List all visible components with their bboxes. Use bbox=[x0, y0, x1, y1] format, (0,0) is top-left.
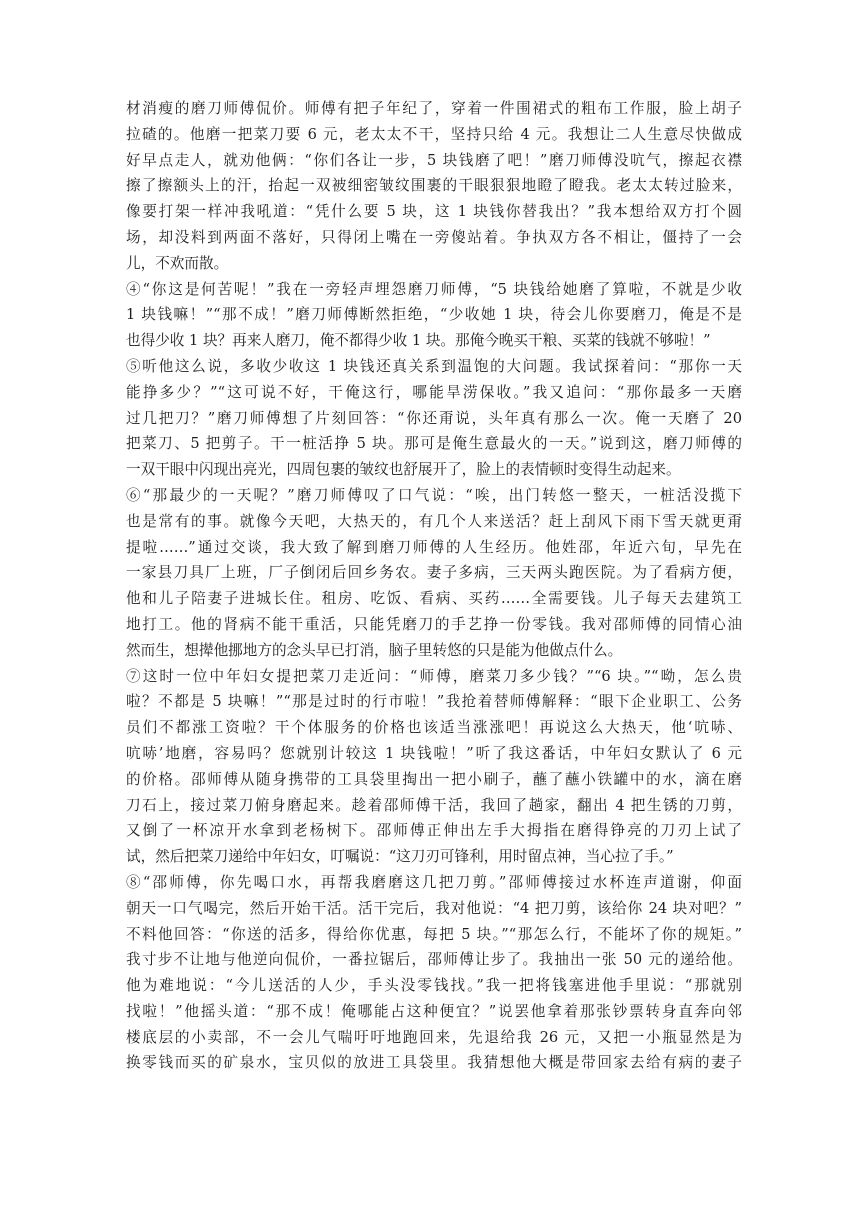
text-line: 换零钱而买的矿泉水，宝贝似的放进工具袋里。我猜想他大概是带回家去给有病的妻子 bbox=[126, 1054, 742, 1072]
text-line: ④“你这是何苦呢！”我在一旁轻声埋怨磨刀师傅，“5 块钱给她磨了算啦，不就是少收 bbox=[126, 280, 742, 298]
text-line: ⑦这时一位中年妇女提把菜刀走近问：“师傅，磨菜刀多少钱？”“6 块。”“呦，怎么贵 bbox=[126, 667, 742, 685]
text-line: 材消瘦的磨刀师傅侃价。师傅有把子年纪了，穿着一件围裙式的粗布工作服，脸上胡子 bbox=[126, 100, 742, 117]
text-line: 也是常有的事。就像今天吧，大热天的，有几个人来送活？赶上刮风下雨下雪天就更甭 bbox=[126, 512, 742, 530]
text-line: 员们不都涨工资啦？干个体服务的价格也该适当涨涨吧！再说这么大热天，他‘吭哧、 bbox=[126, 719, 742, 737]
text-line: 然而生，想撵他挪地方的念头早已打消，脑子里转悠的只是能为他做点什么。 bbox=[126, 641, 623, 659]
text-line: ⑥“那最少的一天呢？”磨刀师傅叹了口气说：“唉，出门转悠一整天，一桩活没揽下 bbox=[126, 486, 742, 504]
text-line: 他为难地说：“今儿送活的人少，手头没零钱找。”我一把将钱塞进他手里说：“那就别 bbox=[126, 977, 742, 995]
text-line: 找啦！”他摇头道：“那不成！俺哪能占这种便宜？”说罢他拿着那张钞票转身直奔向邻 bbox=[126, 1002, 742, 1020]
text-line: 把菜刀、5 把剪子。干一桩活挣 5 块。那可是俺生意最火的一天。”说到这，磨刀师傅的 bbox=[126, 435, 742, 453]
text-line: 啦？不都是 5 块嘛！”“那是过时的行市啦！”我抢着替师傅解释：“眼下企业职工、公务 bbox=[126, 693, 742, 711]
text-line: 他和儿子陪妻子进城长住。租房、吃饭、看病、买药……全需要钱。儿子每天去建筑工 bbox=[126, 590, 742, 608]
text-line: 提啦……”通过交谈，我大致了解到磨刀师傅的人生经历。他姓邵，年近六旬，早先在 bbox=[126, 538, 742, 556]
text-line: 好早点走人，就劝他俩：“你们各让一步，5 块钱磨了吧！”磨刀师傅没吭气，擦起衣襟 bbox=[126, 151, 742, 169]
text-line: 能挣多少？”“这可说不好，干俺这行，哪能旱涝保收。”我又追问：“那你最多一天磨 bbox=[126, 383, 742, 401]
text-line: 过几把刀？”磨刀师傅想了片刻回答：“你还甭说，头年真有那么一次。俺一天磨了 20 bbox=[126, 409, 742, 427]
text-line: 拉碴的。他磨一把菜刀要 6 元，老太太不干，坚持只给 4 元。我想让二人生意尽快做成 bbox=[126, 125, 742, 143]
text-line: 楼底层的小卖部，不一会儿气喘吁吁地跑回来，先退给我 26 元，又把一小瓶显然是为 bbox=[126, 1028, 742, 1046]
text-line: 也得少收 1 块？再来人磨刀，俺不都得少收 1 块。那俺今晚买干粮、买菜的钱就不够啦！” bbox=[126, 332, 711, 350]
document-body bbox=[126, 96, 742, 1076]
text-line: ⑧“邵师傅，你先喝口水，再帮我磨磨这几把刀剪。”邵师傅接过水杯连声道谢，仰面 bbox=[126, 873, 742, 891]
text-line: 朝天一口气喝完，然后开始干活。活干完后，我对他说：“4 把刀剪，该给你 24 块对吧？” bbox=[126, 899, 742, 917]
text-line: 我寸步不让地与他逆向侃价，一番拉锯后，邵师傅让步了。我抽出一张 50 元的递给他。 bbox=[126, 951, 742, 969]
text-line: 吭哧’地磨，容易吗？您就别计较这 1 块钱啦！”听了我这番话，中年妇女默认了 6 元 bbox=[126, 744, 742, 762]
text-line: 儿，不欢而散。 bbox=[126, 254, 229, 272]
text-line: ⑤听他这么说，多收少收这 1 块钱还真关系到温饱的大问题。我试探着问：“那你一天 bbox=[126, 357, 742, 375]
text-line: 像要打架一样冲我吼道：“凭什么要 5 块，这 1 块钱你替我出？”我本想给双方打个圆 bbox=[126, 203, 742, 221]
text-line: 场，却没料到两面不落好，只得闭上嘴在一旁傻站着。争执双方各不相让，僵持了一会 bbox=[126, 228, 742, 246]
text-line: 的价格。邵师傅从随身携带的工具袋里掏出一把小刷子，蘸了蘸小铁罐中的水，滴在磨 bbox=[126, 770, 742, 788]
text-line: 地打工。他的肾病不能干重活，只能凭磨刀的手艺挣一份零钱。我对邵师傅的同情心油 bbox=[126, 615, 742, 633]
text-line: 擦了擦额头上的汗，抬起一双被细密皱纹围裹的干眼狠狠地瞪了瞪我。老太太转过脸来， bbox=[126, 177, 742, 195]
text-line: 刀石上，接过菜刀俯身磨起来。趁着邵师傅干活，我回了趟家，翻出 4 把生锈的刀剪， bbox=[126, 796, 742, 814]
text-line: 不料他回答：“你送的活多，得给你优惠，每把 5 块。”“那怎么行，不能坏了你的规矩。” bbox=[126, 925, 742, 943]
text-line: 一双干眼中闪现出亮光，四周包裹的皱纹也舒展开了，脸上的表情顿时变得生动起来。 bbox=[126, 461, 681, 479]
text-line: 一家县刀具厂上班，厂子倒闭后回乡务农。妻子多病，三天两头跑医院。为了看病方便， bbox=[126, 564, 742, 582]
text-line: 又倒了一杯凉开水拿到老杨树下。邵师傅正伸出左手大拇指在磨得铮亮的刀刃上试了 bbox=[126, 822, 742, 840]
text-line: 试，然后把菜刀递给中年妇女，叮嘱说：“这刀刃可锋利，用时留点神，当心拉了手。” bbox=[126, 848, 674, 866]
text-line: 1 块钱嘛！”“那不成！”磨刀师傅断然拒绝，“少收她 1 块，待会儿你要磨刀，俺是不是 bbox=[126, 306, 742, 324]
